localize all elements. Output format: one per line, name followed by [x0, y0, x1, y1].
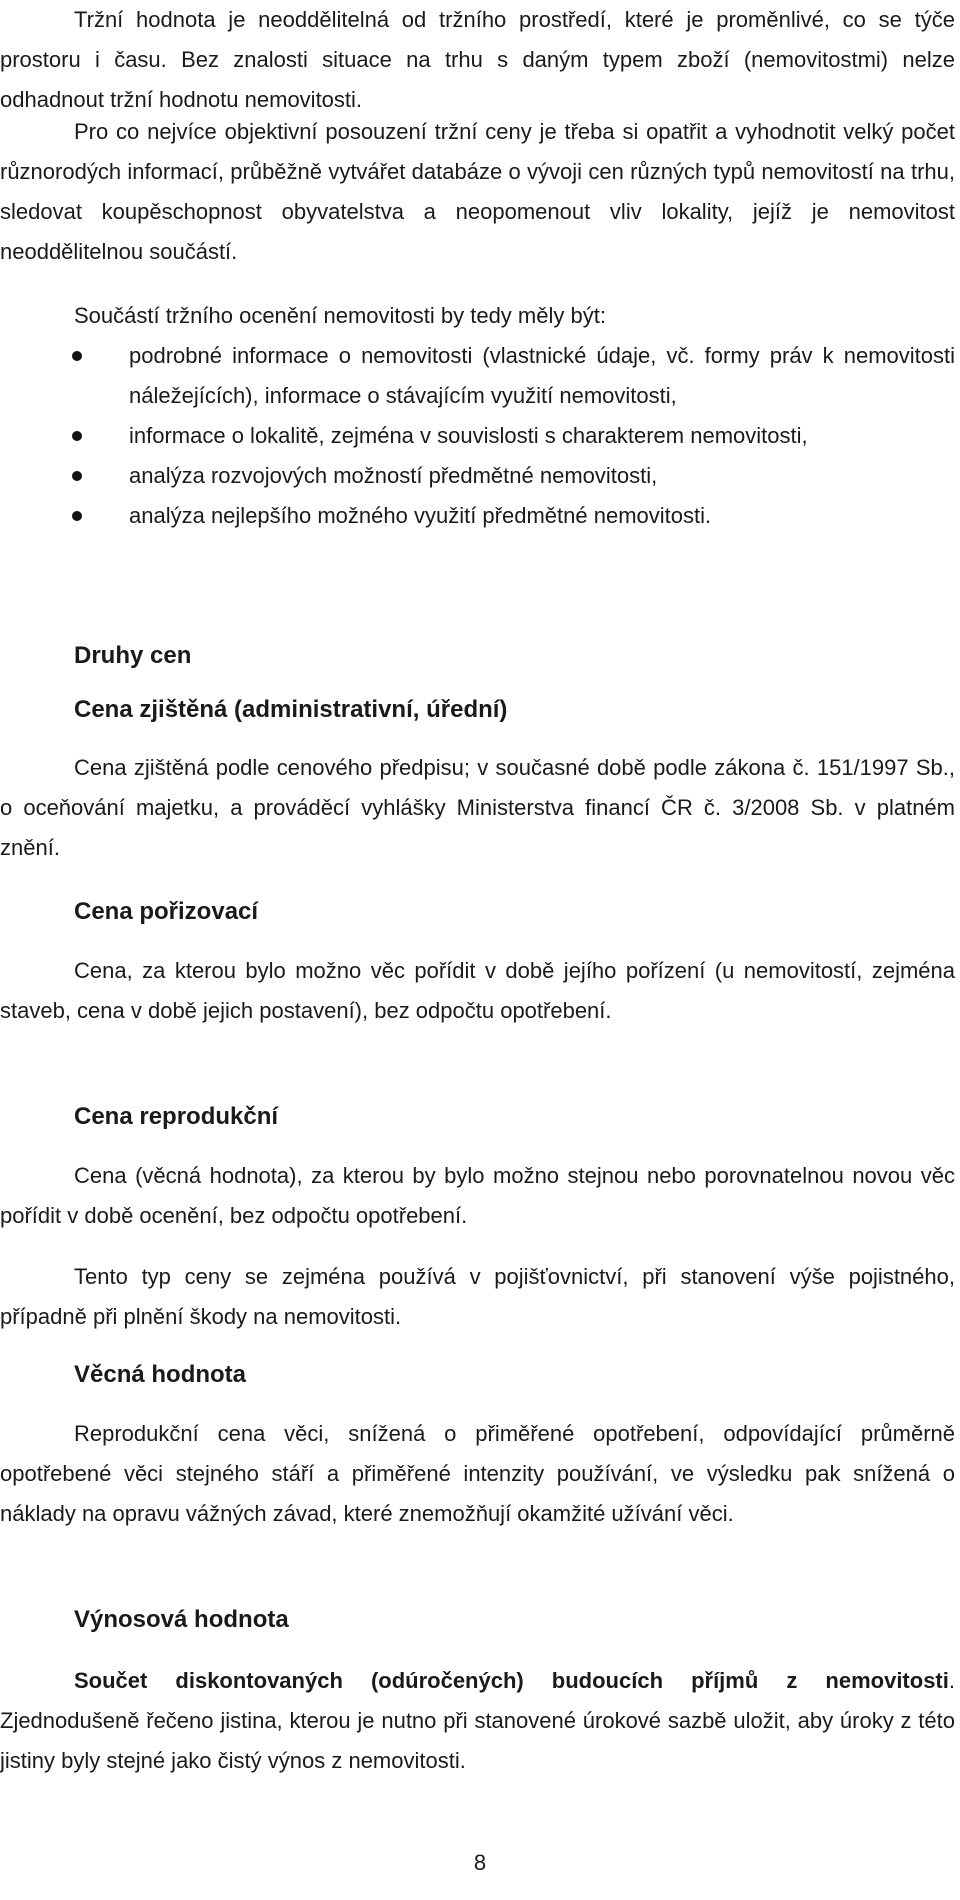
- bullet-icon: [72, 431, 82, 441]
- paragraph-cena-reprodukcni-usage: Tento typ ceny se zejména používá v pojišťovnictví, při stanovení výše pojistného, případně při plnění škody na nemovitosti.: [0, 1264, 955, 1329]
- list-item: [0, 496, 955, 536]
- paragraph-market-value: Tržní hodnota je neoddělitelná od tržního prostředí, které je proměnlivé, co se týče prostoru i času. Bez znalosti situace na trhu s daným typem zboží (nemovitostmi) nelze odhadnout tržní hodnotu nemovitosti.: [0, 7, 955, 112]
- paragraph-cena-porizovaci: Cena, za kterou bylo možno věc pořídit v době jejího pořízení (u nemovitostí, zejména staveb, cena v době jejich postavení), bez odpočtu opotřebení.: [0, 958, 955, 1023]
- heading-cena-zjistena: Cena zjištěná (administrativní, úřední): [74, 696, 508, 723]
- list-item-text: podrobné informace o nemovitosti (vlastnické údaje, vč. formy práv k nemovitosti náležejících), informace o stávajícím využití nemovitosti,: [129, 343, 955, 408]
- heading-vecna-hodnota: Věcná hodnota: [74, 1361, 247, 1388]
- list-item: [0, 456, 955, 496]
- heading-cena-porizovaci: Cena pořizovací: [74, 898, 259, 925]
- heading-cena-reprodukcni: Cena reprodukční: [74, 1103, 279, 1130]
- heading-vynosova-hodnota: Výnosová hodnota: [74, 1606, 289, 1633]
- paragraph-cena-reprodukcni: Cena (věcná hodnota), za kterou by bylo možno stejnou nebo porovnatelnou novou věc pořídit v době ocenění, bez odpočtu opotřebení.: [0, 1163, 955, 1228]
- definition-explanation: Zjednodušeně řečeno jistina, kterou je nutno při stanovené úrokové sazbě uložit, aby úroky z této jistiny byly stejné jako čistý výnos z nemovitosti.: [0, 1708, 955, 1773]
- definition-bold: Součet diskontovaných (odúročených) budoucích příjmů z nemovitosti: [74, 1668, 949, 1693]
- bullet-icon: [72, 351, 82, 361]
- list-item-text: informace o lokalitě, zejména v souvislosti s charakterem nemovitosti,: [129, 423, 808, 448]
- list-item: [0, 336, 955, 416]
- heading-druhy-cen: Druhy cen: [74, 642, 192, 669]
- valuation-components-list: [0, 336, 955, 536]
- page-number: 8: [473, 1850, 487, 1875]
- list-item-text: analýza rozvojových možností předmětné nemovitosti,: [129, 463, 658, 488]
- bullet-icon: [72, 511, 82, 521]
- definition-period: .: [948, 1668, 955, 1693]
- list-item: [0, 416, 955, 456]
- paragraph-vynosova-hodnota: [0, 1661, 955, 1781]
- paragraph-vecna-hodnota: Reprodukční cena věci, snížená o přiměřené opotřebení, odpovídající průměrně opotřebené věci stejného stáří a přiměřené intenzity používání, ve výsledku pak snížená o náklady na opravu vážných závad, které znemožňují okamžité užívání věci.: [0, 1421, 955, 1526]
- list-item-text: analýza nejlepšího možného využití předmětné nemovitosti.: [129, 503, 712, 528]
- paragraph-valuation-components: Součástí tržního ocenění nemovitosti by tedy měly být:: [74, 303, 606, 328]
- paragraph-cena-zjistena: Cena zjištěná podle cenového předpisu; v současné době podle zákona č. 151/1997 Sb., o oceňování majetku, a prováděcí vyhlášky Ministerstva financí ČR č. 3/2008 Sb. v platném znění.: [0, 755, 955, 860]
- bullet-icon: [72, 471, 82, 481]
- paragraph-objective-assessment: Pro co nejvíce objektivní posouzení tržní ceny je třeba si opatřit a vyhodnotit velký počet různorodých informací, průběžně vytvářet databáze o vývoji cen různých typů nemovitostí na trhu, sledovat koupěschopnost obyvatelstva a neopomenout vliv lokality, jejíž je nemovitost neoddělitelnou součástí.: [0, 119, 955, 264]
